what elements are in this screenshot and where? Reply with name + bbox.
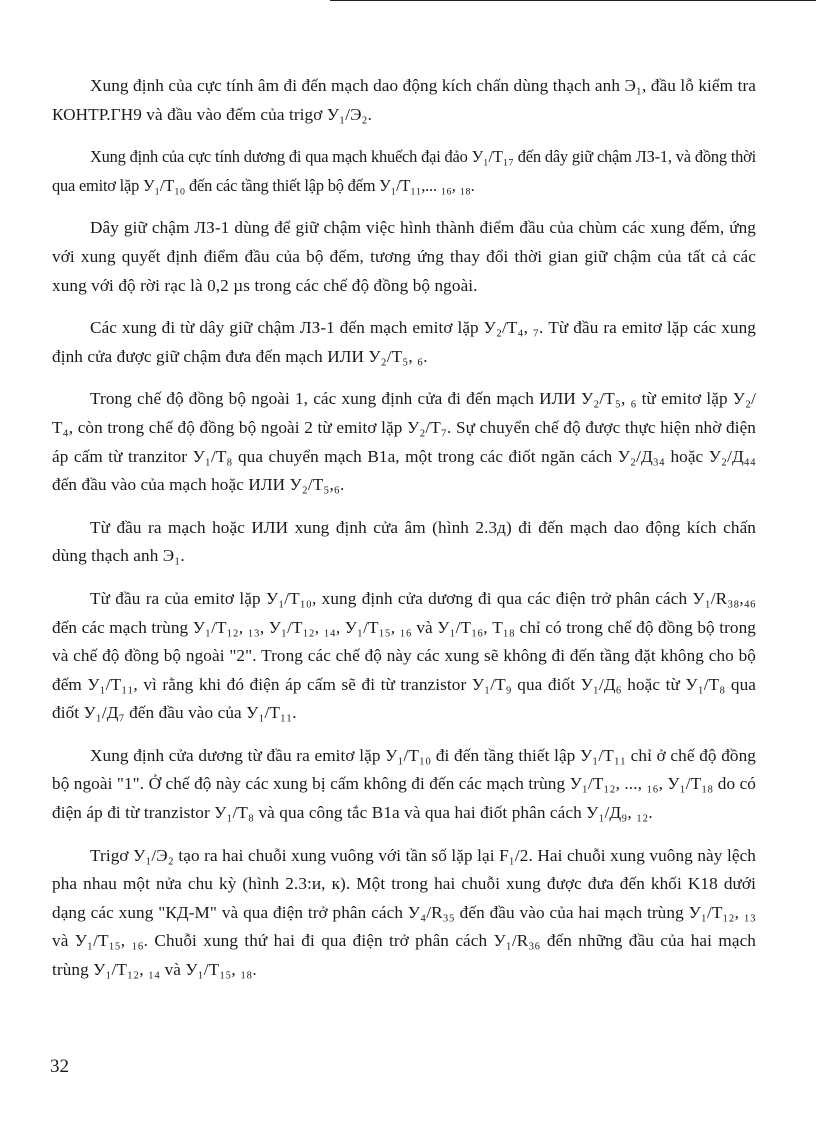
document-body xyxy=(52,72,756,999)
paragraph-6: Từ đầu ra mạch hoặc ИЛИ xung định cửa âm (hình 2.3д) đi đến mạch dao động kích chấn dùng thạch anh Э₁. xyxy=(52,517,756,566)
paragraph-8: Xung định cửa dương từ đầu ra emitơ lặp У₁/Т₁₀ đi đến tầng thiết lập У₁/Т₁₁ chỉ ở chế độ đồng bộ ngoài "1". Ở chế độ này các xung bị cấm không đi đến các mạch trùng У₁/Т₁₂, ..., ₁₆, У₁/Т₁₈ do có điện áp đi từ tranzistor У₁/Т₈ và qua công tắc B1a và qua hai điốt phân cách У₁/Д₉, ₁₂. xyxy=(52,745,756,823)
paragraph-1: Xung định của cực tính âm đi đến mạch dao động kích chấn dùng thạch anh Э₁, đầu lỗ kiểm tra КОНТР.ГН9 và đầu vào đếm của trigơ У₁/Э₂. xyxy=(52,76,756,124)
paragraph-2: Xung định của cực tính dương đi qua mạch khuếch đại đảo У₁/Т₁₇ đến dây giữ chậm ЛЗ-1, và đồng thời qua emitơ lặp У₁/Т₁₀ đến các tầng thiết lập bộ đếm У₁/Т₁₁,... ₁₆, ₁₈. xyxy=(52,147,756,195)
paragraph-5: Trong chế độ đồng bộ ngoài 1, các xung định cửa đi đến mạch ИЛИ У₂/Т₅, ₆ từ emitơ lặp У₂/Т₄, còn trong chế độ đồng bộ ngoài 2 từ emitơ lặp У₂/Т₇. Sự chuyển chế độ được thực hiện nhờ điện áp cấm từ tranzitor У₁/Т₈ qua chuyển mạch B1a, một trong các điốt ngăn cách У₂/Д₃₄ hoặc У₂/Д₄₄ đến đầu vào của mạch hoặc ИЛИ У₂/Т₅,₆. xyxy=(52,389,756,495)
paragraph-7: Từ đầu ra của emitơ lặp У₁/Т₁₀, xung định cửa dương đi qua các điện trở phân cách У₁/R₃₈,₄₆ đến các mạch trùng У₁/Т₁₂, ₁₃, У₁/Т₁₂, ₁₄, У₁/Т₁₅, ₁₆ và У₁/Т₁₆, Т₁₈ chỉ có trong chế độ đồng bộ trong và chế độ đồng bộ ngoài "2". Trong các chế độ này các xung sẽ không đi đến tầng đặt không cho bộ đếm У₁/Т₁₁, vì rằng khi đó điện áp cấm sẽ đi từ tranzistor У₁/Т₉ qua điốt У₁/Д₆ hoặc từ У₁/Т₈ qua điốt У₁/Д₇ đến đầu vào của У₁/Т₁₁. xyxy=(52,588,756,723)
page-number: 32 xyxy=(50,1056,69,1077)
header-rule xyxy=(330,0,816,1)
paragraph-3: Dây giữ chậm ЛЗ-1 dùng để giữ chậm việc hình thành điểm đầu của chùm các xung đếm, ứng với xung quyết định điểm đầu của bộ đếm, tương ứng thay đổi thời gian giữ chậm của tất cả các xung với độ rời rạc là 0,2 µs trong các chế độ đồng bộ ngoài. xyxy=(52,218,756,295)
paragraph-9: Trigơ У₁/Э₂ tạo ra hai chuỗi xung vuông với tần số lặp lại F₁/2. Hai chuỗi xung vuông này lệch pha nhau một nửa chu kỳ (hình 2.3:и, к). Một trong hai chuỗi xung được đưa đến khối K18 dưới dạng các xung "КД-М" và qua điện trở phân cách У₄/R₃₅ đến đầu vào của hai mạch trùng У₁/Т₁₂, ₁₃ và У₁/Т₁₅, ₁₆. Chuỗi xung thứ hai đi qua điện trở phân cách У₁/R₃₆ đến những đầu của hai mạch trùng У₁/Т₁₂, ₁₄ và У₁/Т₁₅, ₁₈. xyxy=(52,845,756,980)
paragraph-4: Các xung đi từ dây giữ chậm ЛЗ-1 đến mạch emitơ lặp У₂/Т₄, ₇. Từ đầu ra emitơ lặp các xung định cửa được giữ chậm đưa đến mạch ИЛИ У₂/Т₅, ₆. xyxy=(52,318,756,366)
